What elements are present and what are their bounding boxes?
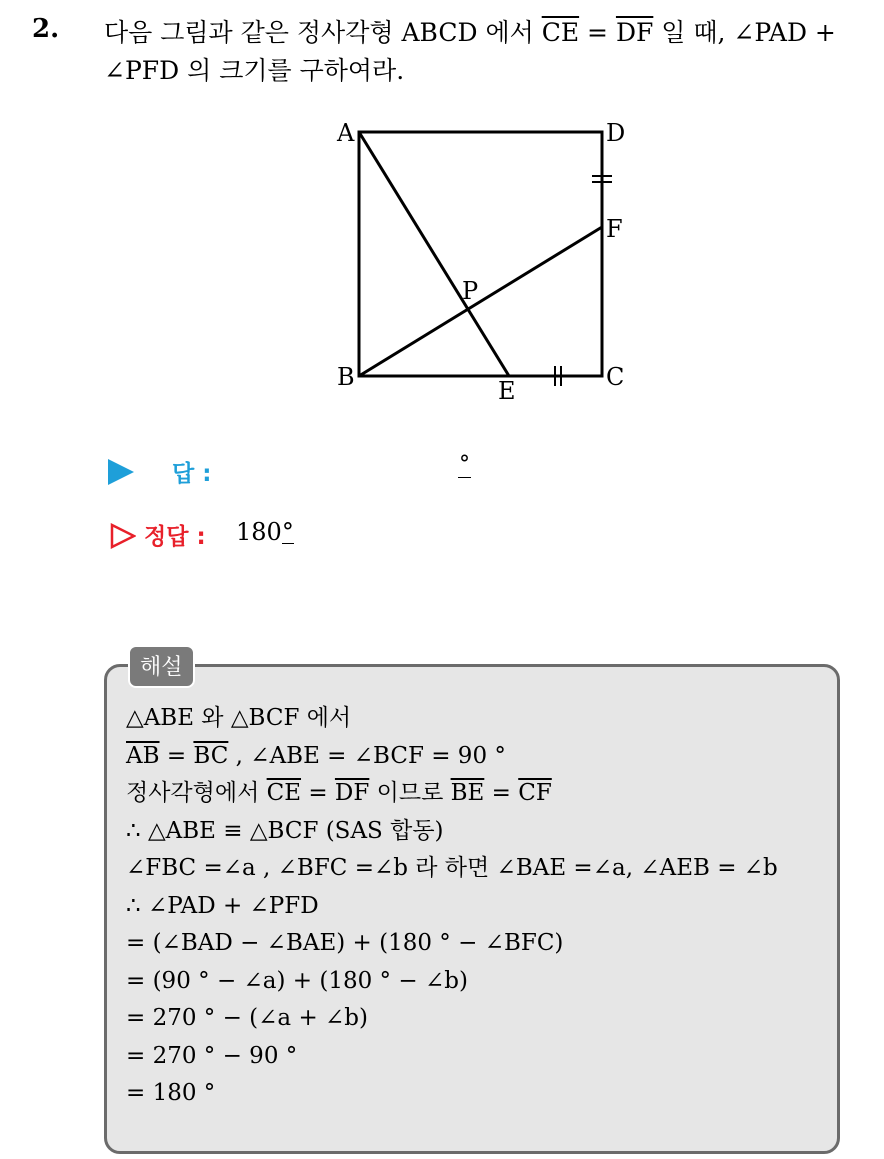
correct-arrow-icon <box>110 523 136 549</box>
square-abcd <box>359 132 602 376</box>
solution-line: ∴ △ABE ≡ △BCF (SAS 합동) <box>126 817 444 844</box>
label-f: F <box>606 215 623 243</box>
label-b: B <box>337 363 355 391</box>
segment-df: $\overline{DF}$ <box>615 18 654 47</box>
solution-line: = (∠BAD − ∠BAE) + (180 ° − ∠BFC) <box>126 930 564 956</box>
correct-label: 정답 : <box>144 524 206 550</box>
equals-sign: = <box>579 18 616 47</box>
geometry-diagram <box>320 110 650 410</box>
label-a: A <box>337 119 355 147</box>
solution-line: 정사각형에서 $\overline{CE} = \overline{DF}$ 이므로 $\overline{BE} = \overline{CF}$ <box>126 780 552 806</box>
label-d: D <box>606 119 626 147</box>
square-figure <box>320 110 650 414</box>
question-text <box>104 14 874 90</box>
solution-tag: 해설 <box>128 645 195 688</box>
label-e: E <box>498 377 516 405</box>
question-line2: ∠PFD 의 크기를 구하여라. <box>104 56 405 85</box>
solution-line: = (90 ° − ∠a) + (180 ° − ∠b) <box>126 967 468 994</box>
correct-value <box>236 518 294 546</box>
answer-label: 답 : <box>172 461 212 487</box>
solution-line: $\overline{AB} = \overline{BC}$ , ∠ABE = ∠BCF = 90 ° <box>126 742 506 769</box>
segment-df: $\overline{DF}$ <box>334 780 370 806</box>
segment-ab: $\overline{AB}$ <box>126 742 160 769</box>
question-line1-start: 다음 그림과 같은 정사각형 ABCD 에서 <box>104 18 542 47</box>
label-p: P <box>462 277 479 305</box>
segment-ce: $\overline{CE}$ <box>266 780 302 806</box>
solution-line: = 270 ° − 90 ° <box>126 1042 298 1069</box>
answer-blank[interactable]: ° <box>459 452 470 477</box>
correct-unit: ° <box>281 518 294 546</box>
segment-be: $\overline{BE}$ <box>450 780 485 806</box>
solution-line: = 180 ° <box>126 1080 216 1106</box>
segment-ce: $\overline{CE}$ <box>541 18 580 47</box>
question-line1-end: 일 때, ∠PAD + <box>653 18 836 47</box>
answer-arrow-icon <box>108 459 134 485</box>
solution-line: = 270 ° − (∠a + ∠b) <box>126 1005 369 1031</box>
question-number: 2. <box>32 14 60 44</box>
label-c: C <box>606 363 625 391</box>
segment-bf <box>359 227 602 376</box>
solution-line: ∴ ∠PAD + ∠PFD <box>126 892 319 919</box>
segment-cf: $\overline{CF}$ <box>518 780 552 806</box>
answer-row <box>108 452 508 489</box>
segment-bc: $\overline{BC}$ <box>193 742 229 769</box>
solution-line: ∠FBC =∠a , ∠BFC =∠b 라 하면 ∠BAE =∠a, ∠AEB = ∠b <box>126 855 778 881</box>
correct-answer-row <box>108 518 508 552</box>
correct-number: 180 <box>236 518 282 546</box>
segment-ae <box>359 132 509 376</box>
solution-line: △ABE 와 △BCF 에서 <box>126 705 352 731</box>
solution-lines <box>126 700 826 1113</box>
